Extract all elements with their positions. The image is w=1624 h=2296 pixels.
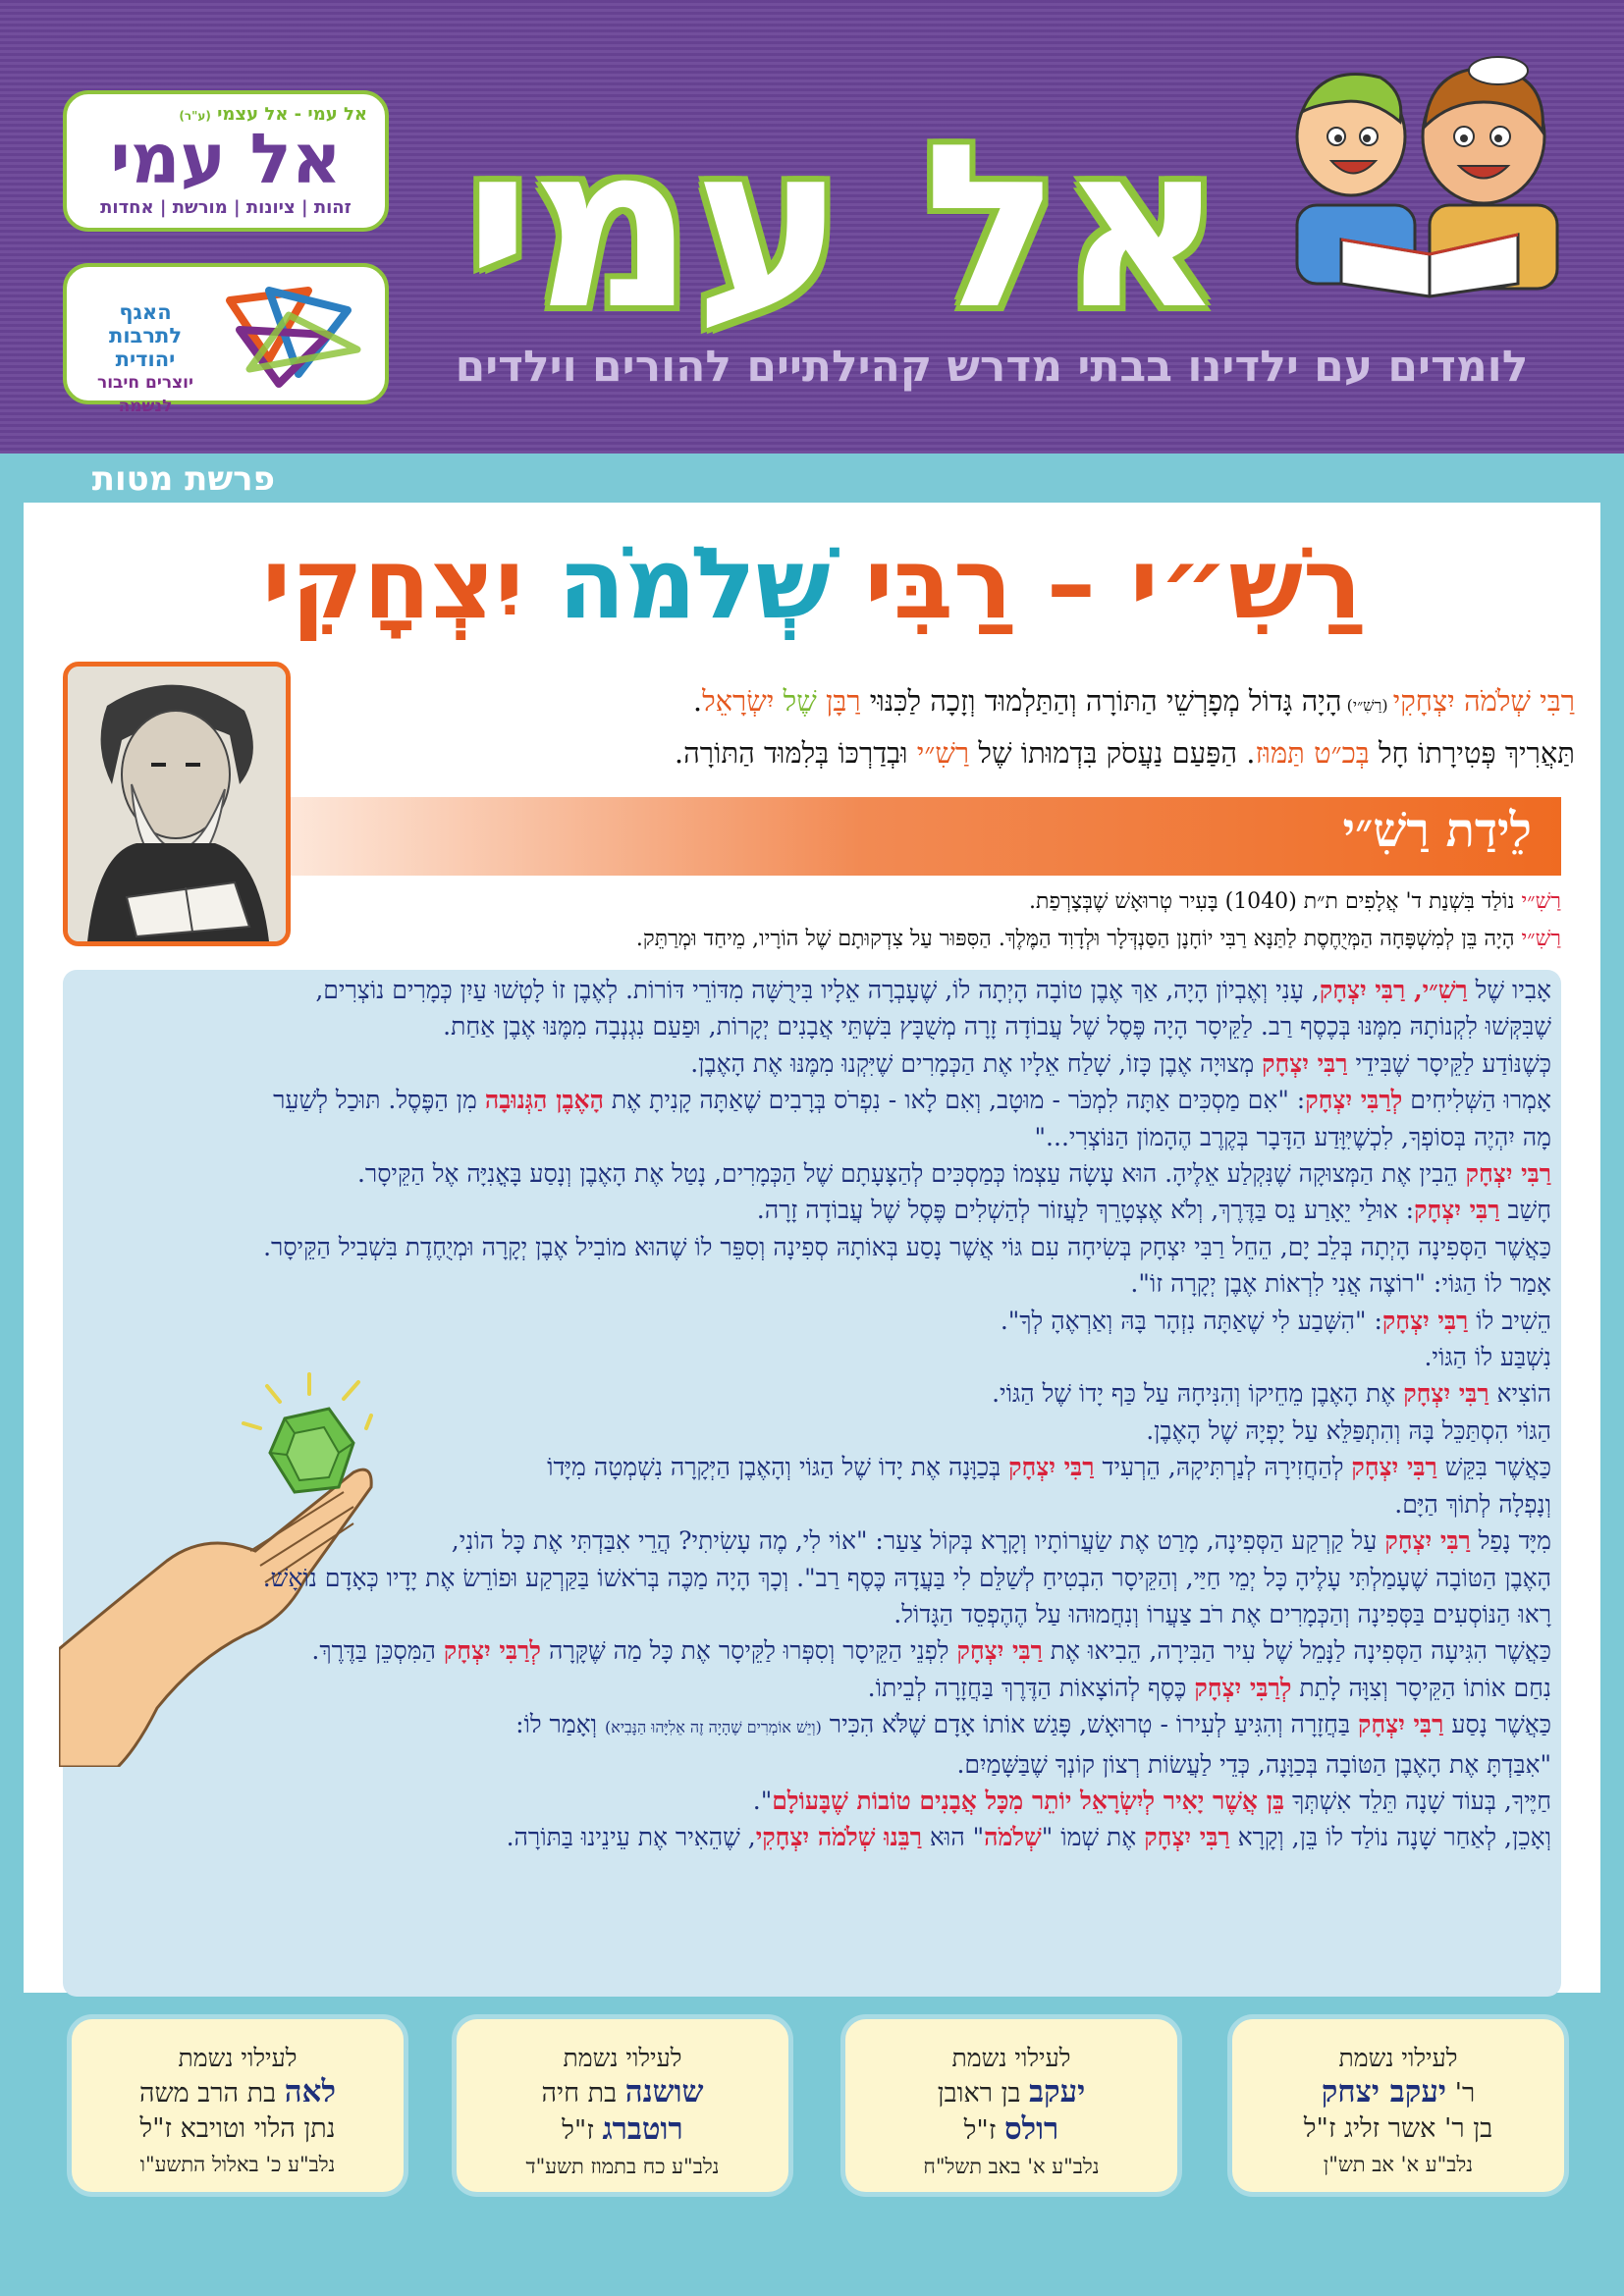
memorial-prefix: ר' <box>1446 2078 1476 2109</box>
memorial-parent: בן ר' אשר זליג ז"ל <box>1303 2113 1493 2144</box>
story-line <box>82 1596 1551 1632</box>
story-highlight: רַבִּי יִצְחָק <box>956 1636 1043 1666</box>
story-line <box>82 1192 1551 1228</box>
memorial-zl: ז"ל <box>963 2115 1004 2146</box>
rabbi-portrait-icon <box>68 667 286 941</box>
memorial-name: לאה <box>284 2074 336 2109</box>
intro-shel: שֶׁל <box>774 684 826 718</box>
story-highlight: רַבֵּנוּ שְׁלֹמֹה יִצְחָקִי <box>755 1823 922 1852</box>
story-segment: אֶת הָאֶבֶן מֵחֵיקוֹ וְהִנִּיחָהּ עַל כַּף יָדוֹ שֶׁל הַגּוֹי. <box>992 1379 1404 1409</box>
logo2-line3: יהודית <box>115 347 176 371</box>
story-line <box>82 1375 1551 1412</box>
intro-paragraph <box>308 677 1575 776</box>
story-text <box>82 972 1551 1856</box>
memorial-date: נלב"ע כח בתמוז תשע"ד <box>525 2155 720 2178</box>
memorial-parent: בן ראובן <box>937 2078 1030 2109</box>
story-segment: בַּחֲזָרָה וְהִגִּיעַ לְעִירוֹ - טְרוּאָשׁ, פָּגַשׁ אוֹתוֹ אָדָם שֶׁלֹּא הִכִּיר <box>821 1710 1358 1739</box>
story-segment: כַּאֲשֶׁר נָסַע <box>1443 1710 1551 1739</box>
story-line <box>82 1449 1551 1485</box>
story-segment: עַל קַרְקַע הַסְּפִינָה, מָרַט אֶת שַׂעֲרוֹתָיו וְקָרָא בְּקוֹל צַעַר: "אוֹי לִי, מֶה עָשִׂיתִי? הֲרֵי אִבַּדְתִּי אֶת כָּל הוֹנִי, <box>451 1526 1385 1556</box>
memorial-box-4 <box>67 2014 408 2197</box>
memorial-heading: לעילוי נשמת <box>951 2044 1071 2072</box>
title-part-a: רַשִׁ״י – רַבִּי <box>830 526 1363 641</box>
birth1-rest: נוֹלַד בִּשְׁנַת ד' אֲלָפִים ת״ת (1040) בָּעִיר טְרוּאָשׁ שֶׁבְּצָרְפַת. <box>1029 889 1522 914</box>
story-line <box>82 972 1551 1008</box>
intro2-a: תַּאֲרִיךְ פְּטִירָתוֹ חָל <box>1369 736 1575 770</box>
birth-line-2 <box>308 921 1561 958</box>
intro2-c: וּבְדַרְכּוֹ בְּלִמּוּד הַתּוֹרָה. <box>674 736 917 770</box>
story-highlight: לְרַבִּי יִצְחָק <box>1194 1673 1292 1702</box>
story-highlight: רַבִּי יִצְחָק <box>1403 1379 1489 1409</box>
story-line <box>82 1819 1551 1855</box>
story-line <box>82 1413 1551 1449</box>
intro-line-1: רַבִּי שְׁלֹמֹה יִצְחָקִי (רַשִׁ״י) הָיָה גָּדוֹל מְפָרְשֵׁי הַתּוֹרָה וְהַתַּלְמוּד וְזָכָה לַכִּנּוּי רַבָּן שֶׁל יִשְׂרָאֵל. <box>692 684 1575 718</box>
memorial-date: נלב"ע א' באב תשל"ח <box>923 2155 1100 2178</box>
intro2-b: . הַפַּעַם נַעֲסֹק בִּדְמוּתוֹ שֶׁל <box>969 736 1256 770</box>
story-line <box>82 1265 1551 1302</box>
story-segment: הֵשִׁיב לוֹ <box>1468 1306 1551 1335</box>
story-highlight: רַבִּי יִצְחָק <box>1465 1159 1551 1189</box>
intro-small: (רַשִׁ״י) <box>1341 696 1393 715</box>
story-highlight: לְרַבִּי יִצְחָק <box>443 1636 541 1666</box>
intro2-date: בְּכ״ט תַּמּוּז <box>1255 736 1370 770</box>
story-highlight: בֵּן אֲשֶׁר יָאִיר לְיִשְׂרָאֵל יוֹתֵר מִכָּל אֲבָנִים טוֹבוֹת שֶׁבָּעוֹלָם <box>772 1786 1285 1815</box>
story-segment: כַּאֲשֶׁר הִגִּיעָה הַסְּפִינָה לַנָּמֵל שֶׁל עִיר הַבִּירָה, הֵבִיאוּ אֶת <box>1042 1636 1551 1666</box>
story-segment: : אוּלַי יֵאָרַע נֵס בַּדֶּרֶךְ, וְלֹא אֶצְטָרֵךְ לַעֲזוֹר לְהַשְׁלִים פֶּסֶל שֶׁל עֲבוֹדָה זָרָה. <box>756 1196 1415 1225</box>
story-aside: (וְיֵשׁ אוֹמְרִים שֶׁהָיָה זֶה אֵלִיָּהוּ הַנָּבִיא) <box>605 1718 822 1737</box>
memorial-name-line <box>845 2074 1177 2111</box>
memorial-heading: לעילוי נשמת <box>178 2044 298 2072</box>
logo2-line1: האגף <box>119 300 172 324</box>
birth-paragraph <box>308 883 1561 958</box>
story-line <box>82 1706 1551 1745</box>
story-segment: חָשַׁב <box>1499 1196 1551 1225</box>
memorial-name: שושנה <box>624 2074 704 2109</box>
parasha-label: פרשת מטות <box>91 459 275 499</box>
story-segment: מִן הַפֶּסֶל. תּוּכַל לְשַׁעֵר <box>273 1086 485 1115</box>
birth2-rest: הָיָה בֵּן לְמִשְׁפָּחָה הַמְּיֻחֶסֶת לַתַּנָּא רַבִּי יוֹחָנָן הַסַּנְדְּלָר וּלְדָוִד הַמֶּלֶךְ. הַסִּפּוּר עַל צִדְקוּתָם שֶׁל הוֹרָיו, מֵיחַד וּמְרַתֵּק. <box>635 927 1522 951</box>
intro2-rashi: רַשִׁ״י <box>916 736 970 770</box>
story-line <box>82 1560 1551 1596</box>
triangles-star-logo-icon <box>210 281 367 391</box>
memorial-box-3 <box>452 2014 793 2197</box>
story-highlight: הָאֶבֶן הַגְּנוּבָה <box>484 1086 604 1115</box>
kids-reading-book-icon <box>1282 43 1577 298</box>
memorial-surname: רולס <box>1003 2111 1059 2147</box>
story-highlight: רַבִּי יִצְחָק <box>1144 1823 1230 1852</box>
story-segment: וְאָכֵן, לְאַחַר שָׁנָה נוֹלַד לוֹ בֵּן, וְקָרָא <box>1229 1823 1551 1852</box>
story-segment: הֵבִין אֶת הַמְּצוּקָה שֶׁנִּקְלַע אֵלֶיהָ. הוּא עָשָׂה עַצְמוֹ כְּמַסְכִּים לְהַצָּעָתָם שֶׁל הַכְּמָרִים, נָטַל אֶת הָאֶבֶן וְנָסַע בָּאֳנִיָּה אֶל הַקֵּיסָר. <box>356 1159 1466 1189</box>
story-segment: אָבִיו שֶׁל <box>1467 976 1551 1004</box>
section-header-bar <box>291 797 1561 876</box>
section-title: לֵידַת רַשִׁ״י <box>1342 803 1532 858</box>
memorial-name-line <box>72 2074 404 2111</box>
memorial-surname: רוטברג <box>602 2111 683 2147</box>
story-segment: " הוּא <box>921 1823 985 1852</box>
story-highlight: רַבִּי יִצְחָק <box>1357 1710 1444 1739</box>
story-line <box>82 1008 1551 1044</box>
story-segment: הָאֶבֶן הַטּוֹבָה שֶׁעָמַלְתִּי עָלֶיהָ כָּל יְמֵי חַיַּי, וְהַקֵּיסָר הִבְטִיחַ לְשַׁלֵּם לִי בַּעֲדָהּ כֶּסֶף רַב". וְכָךְ הָיָה מַכֶּה בְּרֹאשׁוֹ בַּקַּרְקַע וּפוֹרֵשׂ אֶת יָדָיו כְּאָדָם נוֹאָשׁ. <box>262 1563 1551 1592</box>
story-highlight: שְׁלֹמֹה <box>984 1823 1042 1852</box>
article-title <box>24 510 1600 658</box>
story-segment: "אִבַּדְתָּ אֶת הָאֶבֶן הַטּוֹבָה בְּכַוָּנָה, כְּדֵי לַעֲשׂוֹת רְצוֹן קוֹנְךָ שֶׁבַּשָּׁמַיִם. <box>956 1749 1551 1779</box>
story-segment: רָאוּ הַנּוֹסְעִים בַּסְּפִינָה וְהַכְּמָרִים אֶת רֹב צַעֲרוֹ וְנִחֲמוּהוּ עַל הֶהֶפְסֵד הַגָּדוֹל. <box>893 1599 1551 1629</box>
intro-israel: יִשְׂרָאֵל <box>702 684 775 718</box>
story-segment: לְהַחֲזִירָהּ לְנַרְתִּיקָהּ, הֵרְעִיד <box>1094 1453 1352 1482</box>
birth1-name: רַשִׁ״י <box>1521 889 1561 914</box>
story-segment: שֶׁבִּקְּשׁוּ לִקְנוֹתָהּ מִמֶּנּוּ בְּכֶסֶף רַב. לַקֵּיסָר הָיָה פֶּסֶל שֶׁל עֲבוֹדָה זָרָה מְשֻׁבָּץ בִּשְׁתֵּי אֲבָנִים יְקָרוֹת, וּפַעַם נִגְנְבָה מִמֶּנּוּ אֶבֶן אַחַת. <box>443 1012 1551 1041</box>
story-highlight: רַבִּי יִצְחָק <box>1262 1048 1348 1078</box>
memorial-parent: בת חיה <box>541 2078 625 2109</box>
memorial-surname-line <box>457 2111 788 2149</box>
story-segment: כֶּסֶף לְהוֹצָאוֹת הַדֶּרֶךְ בַּחֲזָרָה לְבֵיתוֹ. <box>867 1673 1195 1702</box>
story-line <box>82 1119 1551 1155</box>
story-segment: אָמְרוּ הַשְּׁלִיחִים <box>1402 1086 1551 1115</box>
intro-rest: הָיָה גָּדוֹל מְפָרְשֵׁי הַתּוֹרָה וְהַתַּלְמוּד וְזָכָה לַכִּנּוּי <box>860 684 1342 718</box>
story-line <box>82 1632 1551 1669</box>
logo-tagline: זהות | ציונות | מורשת | אחדות <box>100 197 352 218</box>
story-highlight: רַבִּי יִצְחָק <box>1008 1453 1095 1482</box>
main-title: אל עמי <box>463 97 1224 359</box>
story-line <box>82 1783 1551 1819</box>
memorial-parent: בת הרב משה <box>139 2078 285 2109</box>
story-line <box>82 1229 1551 1265</box>
jewish-culture-dept-logo[interactable] <box>63 263 389 416</box>
memorial-zl: ז"ל <box>562 2115 603 2146</box>
story-highlight: רַבִּי יִצְחָק <box>1381 1306 1469 1335</box>
story-segment: הוֹצִיא <box>1489 1379 1551 1409</box>
story-highlight: לְרַבִּי יִצְחָק <box>1305 1086 1403 1115</box>
logo2-line2: לתרבות <box>108 324 183 347</box>
story-segment: וְאָמַר לוֹ: <box>515 1710 605 1739</box>
story-segment: וְנָפְלָה לְתוֹךְ הַיָּם. <box>1394 1489 1551 1519</box>
intro-name: רַבִּי שְׁלֹמֹה יִצְחָקִי <box>1392 684 1575 718</box>
logo-top-text: אל עמי - אל עצמי (ע"ר) <box>179 104 367 125</box>
story-segment: אֶת שְׁמוֹ " <box>1041 1823 1145 1852</box>
story-segment: : "אִם מַסְכִּים אַתָּה לִמְכֹּר - מוּטָב, וְאִם לָאו - נִפְרֹס בְּרָבִים שֶׁאַתָּה קָנִיתָ אֶת <box>603 1086 1306 1115</box>
logo2-text <box>77 300 214 418</box>
story-line <box>82 1303 1551 1339</box>
story-segment: , עָנִי וְאֶבְיוֹן הָיָה, אַךְ אֶבֶן טוֹבָה הָיְתָה לוֹ, שֶׁעָבְרָה אֵלָיו בִּירֻשָּׁה מִדּוֹרֵי דּוֹרוֹת. לְאֶבֶן זוֹ לָטְשׁוּ עַיִן כְּמָרִים נוֹצְרִים, <box>315 976 1320 1004</box>
memorial-name: יעקב <box>1029 2074 1086 2109</box>
intro-raban: רַבָּן <box>825 684 861 718</box>
rashi-portrait <box>63 662 291 946</box>
logo-main-text: אל עמי <box>110 119 342 199</box>
memorial-box-1 <box>1227 2014 1569 2197</box>
memorial-date: נלב"ע כ' באלול התשע"ו <box>139 2153 336 2176</box>
story-segment: מִיָּד נָפַל <box>1470 1526 1551 1556</box>
el-ami-logo[interactable] <box>63 90 389 232</box>
memorial-date: נלב"ע א' אב תש"ן <box>1323 2153 1474 2176</box>
memorial-name-line <box>457 2074 788 2111</box>
memorial-box-2 <box>840 2014 1182 2197</box>
story-segment: הַמִּסְכֵּן בַּדֶּרֶךְ. <box>311 1636 444 1666</box>
memorial-parent-line: נתן הלוי וטויבא ז"ל <box>139 2113 336 2144</box>
story-segment: ". <box>752 1786 773 1815</box>
story-segment: כַּאֲשֶׁר הַסְּפִינָה הָיְתָה בְּלֵב יָם, הֵחֵל רַבִּי יִצְחָק בְּשִׂיחָה עִם גּוֹי אֲשֶׁר נָסַע בְּאוֹתָהּ סְפִינָה וְסִפֵּר לוֹ שֶׁהוּא מוֹבִיל אֶבֶן יְקָרָה וּמְיֻחֶדֶת בִּשְׁבִיל הַקֵּיסָר. <box>263 1232 1551 1261</box>
story-segment: נִחַם אוֹתוֹ הַקֵּיסָר וְצִוָּה לָתֵת <box>1291 1673 1551 1702</box>
memorial-name-line <box>1232 2074 1564 2111</box>
story-line <box>82 1082 1551 1118</box>
story-line <box>82 1339 1551 1375</box>
story-segment: כַּאֲשֶׁר בִּקֵּשׁ <box>1436 1453 1551 1482</box>
story-highlight: רַבִּי יִצְחָק <box>1351 1453 1437 1482</box>
intro-line-2 <box>308 729 1575 776</box>
story-line <box>82 1486 1551 1522</box>
story-line <box>82 1522 1551 1559</box>
story-segment: מָה יִהְיֶה בְּסוֹפְךָ, לִכְשֶׁיִּוָּדַע הַדָּבָר בְּקֶרֶב הֶהָמוֹן הַנּוֹצְרִי..." <box>1034 1122 1551 1151</box>
story-highlight: רַבִּי יִצְחָק <box>1414 1196 1500 1225</box>
logo2-line4: יוצרים חיבור לנשמה <box>96 373 194 416</box>
story-segment: לִפְנֵי הַקֵּיסָר וְסִפְּרוּ לַקֵּיסָר אֶת כָּל מַה שֶּׁקָּרָה <box>541 1636 957 1666</box>
story-highlight: רַבִּי יִצְחָק <box>1384 1526 1471 1556</box>
story-line <box>82 1155 1551 1192</box>
story-line <box>82 1045 1551 1082</box>
story-segment: מְצוּיָה אֶבֶן כָּזוֹ, שָׁלַח אֵלָיו אֶת הַכְּמָרִים שֶׁיִּקְנוּ מִמֶּנּוּ אֶת הָאֶבֶן. <box>690 1048 1263 1078</box>
story-highlight: רַשִׁ״י, רַבִּי יִצְחָק <box>1319 976 1468 1004</box>
story-line <box>82 1670 1551 1706</box>
birth2-name: רַשִׁ״י <box>1521 927 1561 951</box>
memorial-name: יעקב יצחק <box>1321 2074 1447 2109</box>
title-part-c: יִצְחָקִי <box>261 526 559 641</box>
header-subtitle: לומדים עם ילדינו בבתי מדרש קהילתיים להורים וילדים <box>455 342 1529 392</box>
memorial-heading: לעילוי נשמת <box>1338 2044 1458 2072</box>
story-segment: אָמַר לוֹ הַגּוֹי: "רוֹצֶה אֲנִי לִרְאוֹת אֶבֶן יְקָרָה זוֹ". <box>1130 1269 1551 1299</box>
story-segment: כְּשֶׁנּוֹדַע לַקֵּיסָר שֶׁבִּידֵי <box>1347 1048 1551 1078</box>
story-segment: בְּכַוָּנָה אֶת יָדוֹ שֶׁל הַגּוֹי וְהָאֶבֶן הַיְּקָרָה נִשְׁמְטָה מִיָּדוֹ <box>547 1453 1009 1482</box>
story-line <box>82 1746 1551 1783</box>
birth-line-1 <box>308 883 1561 921</box>
title-part-b: שְׁלֹמֹה <box>558 526 831 641</box>
memorial-heading: לעילוי נשמת <box>563 2044 682 2072</box>
story-segment: , שֶׁהֵאִיר אֶת עֵינֵינוּ בַּתּוֹרָה. <box>506 1823 756 1852</box>
story-segment: : "הִשָּׁבַע לִי שֶׁאַתָּה נִזְהָר בָּהּ וְאַרְאֶהָ לְךָ". <box>1000 1306 1382 1335</box>
memorial-surname-line <box>845 2111 1177 2149</box>
story-segment: נִשְׁבַּע לוֹ הַגּוֹי. <box>1424 1343 1551 1372</box>
story-segment: חַיֶּיךָ, בְּעוֹד שָׁנָה תֵּלֵד אִשְׁתְּךָ <box>1284 1786 1551 1815</box>
story-segment: הַגּוֹי הִסְתַּכֵּל בָּהּ וְהִתְפַּלֵּא עַל יָפְיָהּ שֶׁל הָאֶבֶן. <box>1146 1415 1551 1445</box>
